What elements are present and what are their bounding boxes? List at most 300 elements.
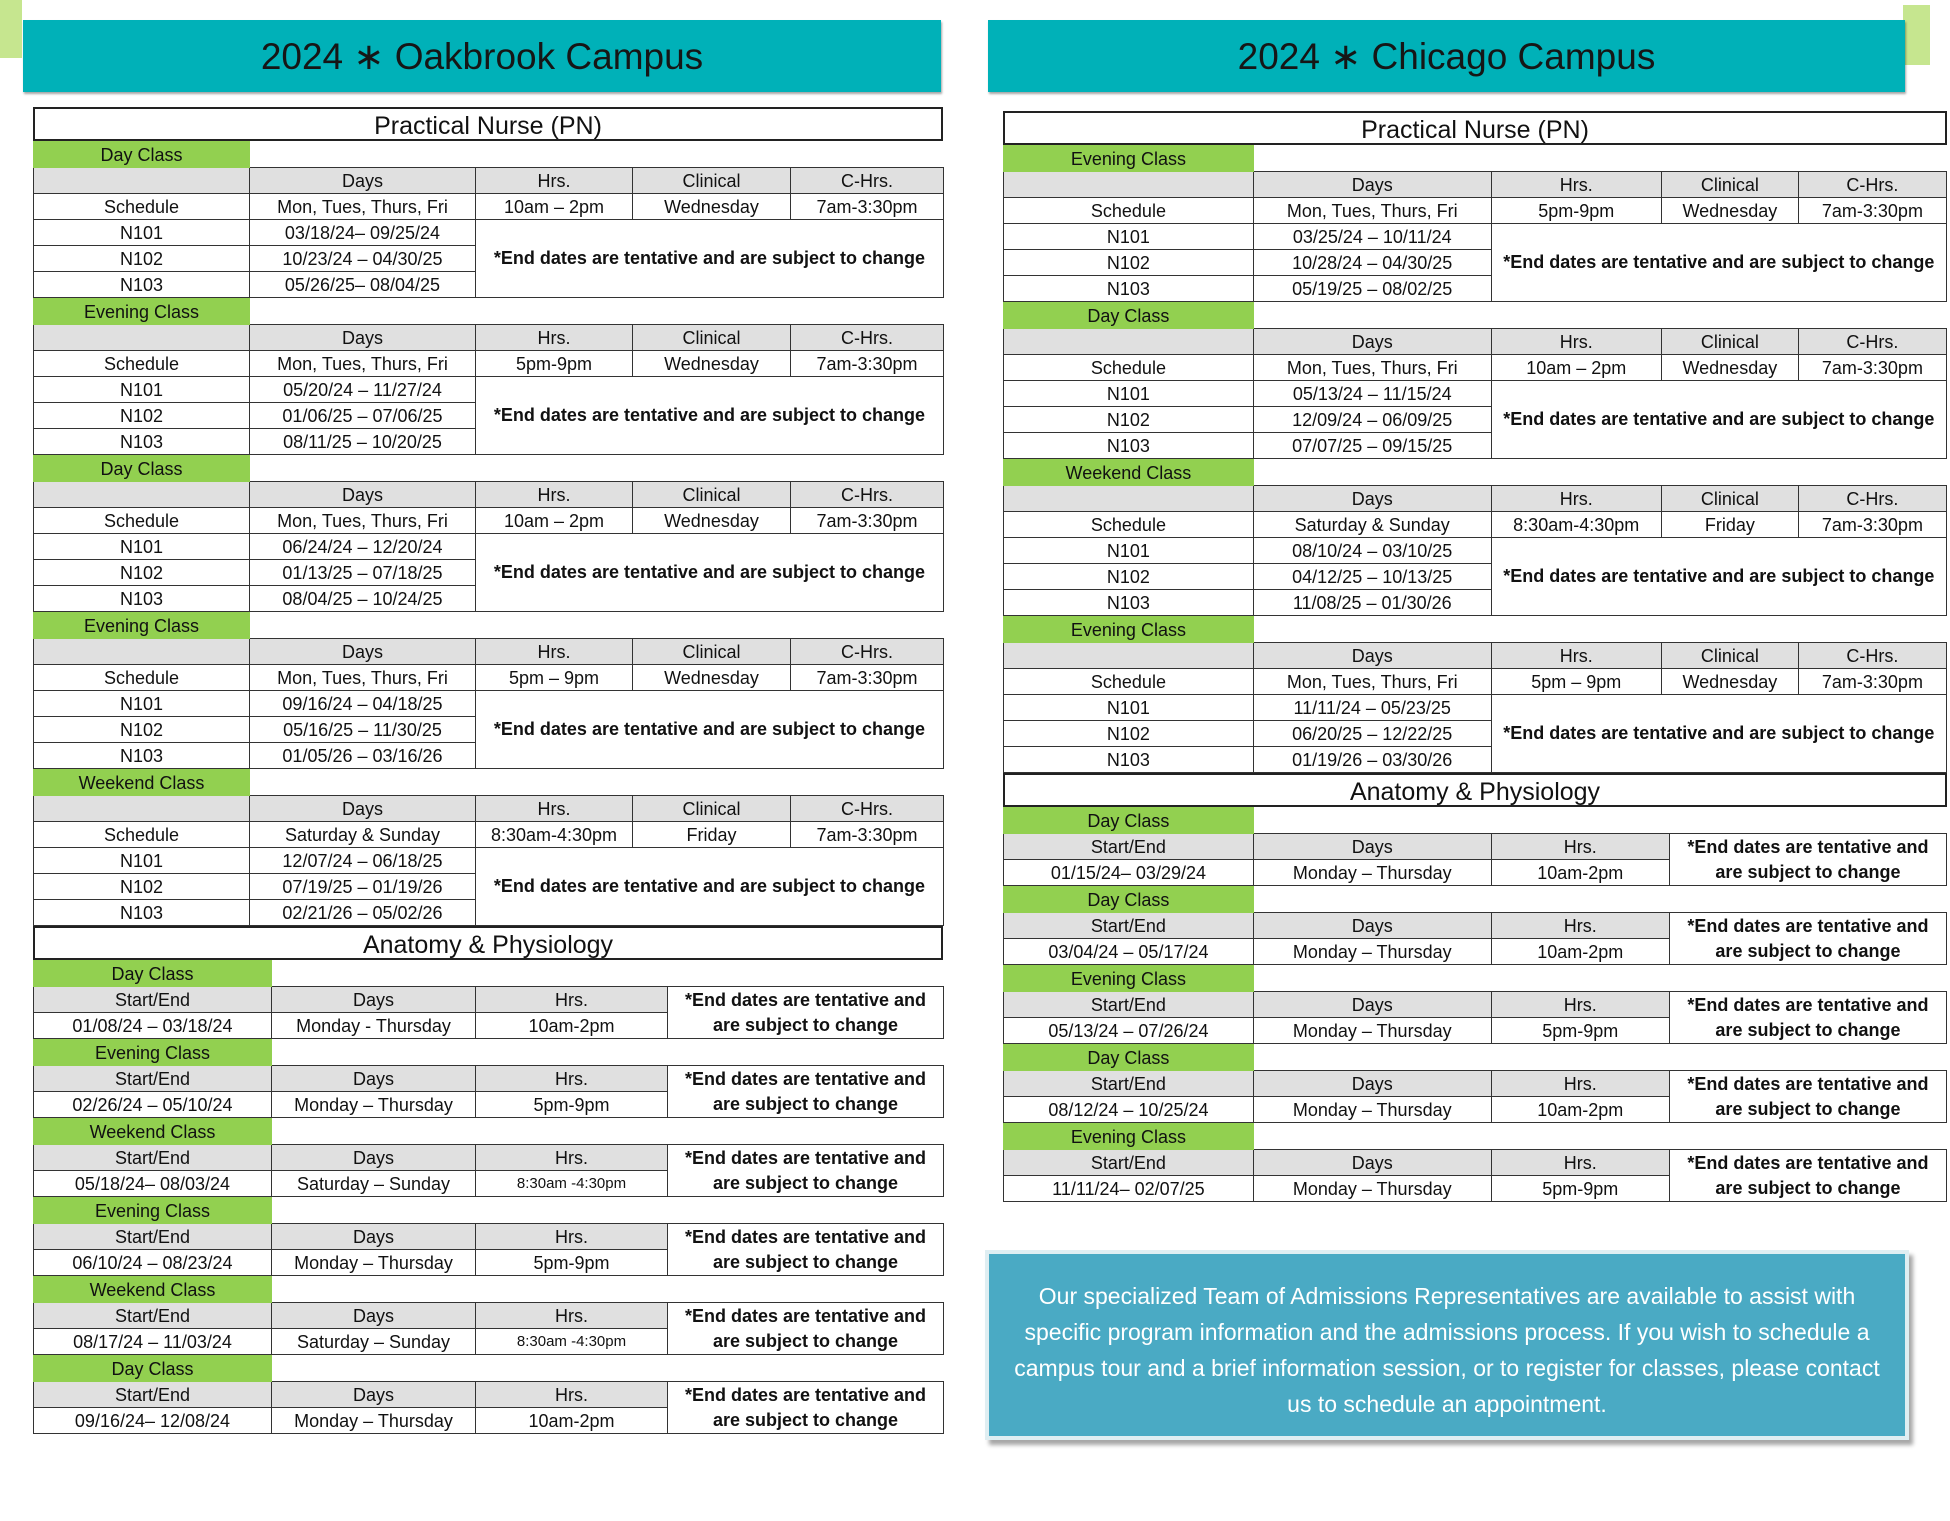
class-type-label: Day Class [34, 456, 250, 482]
hours-header: Hrs. [1491, 913, 1669, 939]
tentative-note-line-1: *End dates are tentative and [1687, 1152, 1929, 1173]
tentative-note [668, 1303, 944, 1355]
tentative-note-line-2: are subject to change [712, 1409, 899, 1430]
start-end-header: Start/End [34, 1066, 272, 1092]
start-end-dates: 09/16/24– 12/08/24 [34, 1408, 272, 1434]
course-n103-dates: 08/04/25 – 10/24/25 [250, 586, 476, 612]
course-n102-dates: 12/09/24 – 06/09/25 [1253, 407, 1491, 433]
schedule-clinical-hours: 7am-3:30pm [791, 822, 944, 848]
class-type-label: Weekend Class [34, 1277, 272, 1303]
oakbrook-banner [23, 20, 941, 92]
spacer [250, 456, 944, 482]
tentative-note-line-2: are subject to change [712, 1093, 899, 1114]
class-type-label: Day Class [34, 142, 250, 168]
pn-schedule-table [1003, 145, 1947, 302]
tentative-note-line-1: *End dates are tentative and [684, 1068, 927, 1089]
tentative-note-line-2: are subject to change [712, 1172, 899, 1193]
clinical-header: Clinical [633, 796, 791, 822]
clinical-hours-header: C-Hrs. [791, 639, 944, 665]
tentative-note [1669, 1071, 1946, 1123]
class-days: Saturday – Sunday [272, 1171, 476, 1197]
course-n103-label: N103 [1004, 276, 1254, 302]
days-header: Days [272, 1066, 476, 1092]
chicago-column [1003, 111, 1947, 1202]
class-days: Saturday – Sunday [272, 1329, 476, 1355]
hours-header: Hrs. [1491, 834, 1669, 860]
course-n102-dates: 04/12/25 – 10/13/25 [1253, 564, 1491, 590]
hours-header: Hrs. [1491, 486, 1661, 512]
class-type-label: Evening Class [34, 1198, 272, 1224]
course-n101-dates: 11/11/24 – 05/23/25 [1253, 695, 1491, 721]
schedule-clinical: Friday [1661, 512, 1798, 538]
tentative-note: *End dates are tentative and are subject to change [1491, 695, 1946, 773]
schedule-clinical: Wednesday [633, 194, 791, 220]
class-hours: 5pm-9pm [1491, 1176, 1669, 1202]
pn-section-title: Practical Nurse (PN) [33, 107, 943, 141]
clinical-hours-header: C-Hrs. [791, 168, 944, 194]
schedule-hours: 8:30am-4:30pm [476, 822, 633, 848]
tentative-note-line-1: *End dates are tentative and [684, 1305, 927, 1326]
class-hours: 5pm-9pm [476, 1250, 668, 1276]
tentative-note-line-2: are subject to change [712, 1330, 899, 1351]
start-end-dates: 02/26/24 – 05/10/24 [34, 1092, 272, 1118]
course-n103-dates: 05/19/25 – 08/02/25 [1253, 276, 1491, 302]
class-days: Monday – Thursday [272, 1092, 476, 1118]
schedule-hours: 5pm – 9pm [1491, 669, 1661, 695]
start-end-header: Start/End [1004, 913, 1254, 939]
admissions-info-text: Our specialized Team of Admissions Representatives are available to assist with specific program information and the admissions process. If you wish to schedule a campus tour and a brief information session, or to register for classes, please contact us to schedule an appointment. [1014, 1283, 1880, 1417]
schedule-days: Mon, Tues, Thurs, Fri [250, 665, 476, 691]
tentative-note: *End dates are tentative and are subject to change [476, 534, 944, 612]
ap-schedule-table [1003, 1044, 1947, 1123]
schedule-label: Schedule [1004, 355, 1254, 381]
course-n102-dates: 01/13/25 – 07/18/25 [250, 560, 476, 586]
start-end-dates: 08/12/24 – 10/25/24 [1004, 1097, 1254, 1123]
schedule-label: Schedule [34, 822, 250, 848]
course-n101-dates: 12/07/24 – 06/18/25 [250, 848, 476, 874]
header-blank [34, 482, 250, 508]
class-type-label: Day Class [1004, 808, 1254, 834]
tentative-note-line-2: are subject to change [1715, 1019, 1901, 1040]
pn-schedule-table [1003, 459, 1947, 616]
course-n103-label: N103 [34, 743, 250, 769]
tentative-note-line-2: are subject to change [712, 1251, 899, 1272]
ap-schedule-table [1003, 807, 1947, 886]
course-n103-dates: 01/05/26 – 03/16/26 [250, 743, 476, 769]
course-n103-dates: 11/08/25 – 01/30/26 [1253, 590, 1491, 616]
days-header: Days [272, 1303, 476, 1329]
schedule-clinical-hours: 7am-3:30pm [791, 351, 944, 377]
spacer [250, 299, 944, 325]
class-hours: 8:30am -4:30pm [476, 1329, 668, 1355]
start-end-header: Start/End [1004, 1071, 1254, 1097]
tentative-note: *End dates are tentative and are subject to change [1491, 224, 1946, 302]
pn-schedule-table [33, 141, 944, 298]
days-header: Days [1253, 643, 1491, 669]
schedule-label: Schedule [1004, 512, 1254, 538]
tentative-note-line-2: are subject to change [1715, 940, 1901, 961]
clinical-hours-header: C-Hrs. [1798, 486, 1946, 512]
header-blank [1004, 486, 1254, 512]
tentative-note-line-1: *End dates are tentative and [684, 1226, 927, 1247]
schedule-clinical-hours: 7am-3:30pm [1798, 355, 1946, 381]
course-n102-label: N102 [34, 246, 250, 272]
class-hours: 10am-2pm [476, 1408, 668, 1434]
corner-decoration-left [0, 0, 22, 58]
schedule-clinical-hours: 7am-3:30pm [1798, 198, 1946, 224]
course-n102-label: N102 [1004, 564, 1254, 590]
ap-schedule-table [33, 1197, 944, 1276]
course-n103-dates: 07/07/25 – 09/15/25 [1253, 433, 1491, 459]
clinical-hours-header: C-Hrs. [1798, 172, 1946, 198]
course-n103-dates: 01/19/26 – 03/30/26 [1253, 747, 1491, 773]
course-n103-dates: 02/21/26 – 05/02/26 [250, 900, 476, 926]
spacer [272, 1198, 944, 1224]
course-n101-dates: 08/10/24 – 03/10/25 [1253, 538, 1491, 564]
schedule-days: Mon, Tues, Thurs, Fri [250, 351, 476, 377]
class-days: Monday - Thursday [272, 1013, 476, 1039]
clinical-hours-header: C-Hrs. [791, 482, 944, 508]
hours-header: Hrs. [476, 168, 633, 194]
spacer [272, 1356, 944, 1382]
course-n103-dates: 05/26/25– 08/04/25 [250, 272, 476, 298]
class-type-label: Evening Class [34, 613, 250, 639]
schedule-label: Schedule [1004, 198, 1254, 224]
class-days: Monday – Thursday [1253, 1018, 1491, 1044]
ap-schedule-table [1003, 886, 1947, 965]
class-type-label: Day Class [1004, 1045, 1254, 1071]
pn-schedule-table [33, 769, 944, 926]
tentative-note-line-1: *End dates are tentative and [684, 989, 927, 1010]
course-n102-dates: 05/16/25 – 11/30/25 [250, 717, 476, 743]
class-type-label: Evening Class [1004, 966, 1254, 992]
class-type-label: Evening Class [34, 299, 250, 325]
tentative-note [668, 1145, 944, 1197]
clinical-hours-header: C-Hrs. [791, 796, 944, 822]
tentative-note: *End dates are tentative and are subject to change [476, 220, 944, 298]
course-n101-label: N101 [34, 534, 250, 560]
course-n102-label: N102 [34, 560, 250, 586]
pn-schedule-table [33, 612, 944, 769]
schedule-hours: 5pm-9pm [476, 351, 633, 377]
class-days: Monday – Thursday [1253, 860, 1491, 886]
class-hours: 8:30am -4:30pm [476, 1171, 668, 1197]
spacer [1253, 1045, 1946, 1071]
class-type-label: Evening Class [1004, 617, 1254, 643]
class-hours: 5pm-9pm [476, 1092, 668, 1118]
class-hours: 10am-2pm [476, 1013, 668, 1039]
schedule-label: Schedule [34, 665, 250, 691]
spacer [1253, 617, 1946, 643]
course-n102-label: N102 [1004, 407, 1254, 433]
course-n103-label: N103 [34, 900, 250, 926]
schedule-days: Mon, Tues, Thurs, Fri [1253, 669, 1491, 695]
start-end-dates: 01/08/24 – 03/18/24 [34, 1013, 272, 1039]
start-end-dates: 01/15/24– 03/29/24 [1004, 860, 1254, 886]
course-n101-dates: 03/18/24– 09/25/24 [250, 220, 476, 246]
schedule-clinical: Wednesday [1661, 355, 1798, 381]
header-blank [34, 168, 250, 194]
class-hours: 10am-2pm [1491, 939, 1669, 965]
class-hours: 10am-2pm [1491, 1097, 1669, 1123]
days-header: Days [250, 325, 476, 351]
start-end-header: Start/End [34, 1303, 272, 1329]
spacer [1253, 966, 1946, 992]
course-n101-label: N101 [1004, 224, 1254, 250]
days-header: Days [272, 987, 476, 1013]
days-header: Days [250, 796, 476, 822]
schedule-label: Schedule [1004, 669, 1254, 695]
course-n101-label: N101 [1004, 381, 1254, 407]
spacer [1253, 808, 1946, 834]
schedule-clinical-hours: 7am-3:30pm [1798, 669, 1946, 695]
tentative-note-line-2: are subject to change [712, 1014, 899, 1035]
course-n102-label: N102 [34, 717, 250, 743]
course-n103-label: N103 [1004, 590, 1254, 616]
course-n102-label: N102 [1004, 721, 1254, 747]
tentative-note-line-2: are subject to change [1715, 861, 1901, 882]
course-n101-dates: 05/20/24 – 11/27/24 [250, 377, 476, 403]
spacer [1253, 146, 1946, 172]
pn-section-title: Practical Nurse (PN) [1003, 111, 1947, 145]
pn-schedule-table [1003, 616, 1947, 773]
days-header: Days [1253, 992, 1491, 1018]
oakbrook-title: 2024 ∗ Oakbrook Campus [260, 35, 704, 77]
schedule-days: Mon, Tues, Thurs, Fri [250, 194, 476, 220]
schedule-clinical-hours: 7am-3:30pm [1798, 512, 1946, 538]
schedule-days: Mon, Tues, Thurs, Fri [1253, 198, 1491, 224]
start-end-header: Start/End [34, 1145, 272, 1171]
schedule-clinical-hours: 7am-3:30pm [791, 508, 944, 534]
course-n101-label: N101 [34, 220, 250, 246]
tentative-note-line-1: *End dates are tentative and [1687, 836, 1929, 857]
schedule-clinical: Friday [633, 822, 791, 848]
course-n102-label: N102 [34, 403, 250, 429]
pn-schedule-table [33, 298, 944, 455]
oakbrook-column [33, 107, 943, 1434]
ap-schedule-table [33, 1355, 944, 1434]
header-blank [34, 325, 250, 351]
tentative-note-line-1: *End dates are tentative and [684, 1147, 927, 1168]
schedule-hours: 8:30am-4:30pm [1491, 512, 1661, 538]
hours-header: Hrs. [476, 639, 633, 665]
course-n103-label: N103 [34, 586, 250, 612]
start-end-header: Start/End [1004, 1150, 1254, 1176]
schedule-clinical: Wednesday [633, 351, 791, 377]
ap-schedule-table [33, 1276, 944, 1355]
tentative-note: *End dates are tentative and are subject to change [476, 848, 944, 926]
class-type-label: Weekend Class [1004, 460, 1254, 486]
course-n102-dates: 10/28/24 – 04/30/25 [1253, 250, 1491, 276]
spacer [250, 613, 944, 639]
corner-decoration-right [1903, 5, 1930, 65]
spacer [272, 961, 944, 987]
hours-header: Hrs. [1491, 992, 1669, 1018]
ap-schedule-table [33, 1118, 944, 1197]
class-days: Monday – Thursday [1253, 939, 1491, 965]
tentative-note [1669, 913, 1946, 965]
course-n101-label: N101 [34, 691, 250, 717]
schedule-hours: 10am – 2pm [476, 194, 633, 220]
header-blank [1004, 643, 1254, 669]
ap-schedule-table [1003, 1123, 1947, 1202]
clinical-header: Clinical [1661, 172, 1798, 198]
tentative-note-line-1: *End dates are tentative and [684, 1384, 927, 1405]
ap-schedule-table [33, 1039, 944, 1118]
clinical-header: Clinical [1661, 329, 1798, 355]
schedule-days: Mon, Tues, Thurs, Fri [1253, 355, 1491, 381]
days-header: Days [272, 1224, 476, 1250]
tentative-note [668, 1066, 944, 1118]
spacer [250, 142, 944, 168]
course-n102-dates: 10/23/24 – 04/30/25 [250, 246, 476, 272]
start-end-header: Start/End [34, 1382, 272, 1408]
schedule-clinical: Wednesday [1661, 198, 1798, 224]
clinical-header: Clinical [633, 482, 791, 508]
hours-header: Hrs. [476, 325, 633, 351]
tentative-note [1669, 834, 1946, 886]
tentative-note-line-1: *End dates are tentative and [1687, 915, 1929, 936]
schedule-label: Schedule [34, 508, 250, 534]
clinical-hours-header: C-Hrs. [1798, 329, 1946, 355]
course-n102-dates: 06/20/25 – 12/22/25 [1253, 721, 1491, 747]
start-end-header: Start/End [34, 1224, 272, 1250]
ap-schedule-table [33, 960, 944, 1039]
pn-schedule-table [33, 455, 944, 612]
spacer [1253, 460, 1946, 486]
tentative-note: *End dates are tentative and are subject to change [476, 691, 944, 769]
schedule-days: Saturday & Sunday [1253, 512, 1491, 538]
class-days: Monday – Thursday [272, 1250, 476, 1276]
header-blank [1004, 329, 1254, 355]
spacer [1253, 1124, 1946, 1150]
class-hours: 5pm-9pm [1491, 1018, 1669, 1044]
hours-header: Hrs. [1491, 1071, 1669, 1097]
hours-header: Hrs. [1491, 329, 1661, 355]
schedule-days: Mon, Tues, Thurs, Fri [250, 508, 476, 534]
schedule-label: Schedule [34, 351, 250, 377]
hours-header: Hrs. [1491, 643, 1661, 669]
days-header: Days [1253, 1150, 1491, 1176]
header-blank [34, 796, 250, 822]
pn-schedule-table [1003, 302, 1947, 459]
chicago-banner [988, 20, 1905, 92]
days-header: Days [1253, 172, 1491, 198]
hours-header: Hrs. [476, 1382, 668, 1408]
spacer [1253, 303, 1946, 329]
course-n101-label: N101 [1004, 695, 1254, 721]
start-end-dates: 05/13/24 – 07/26/24 [1004, 1018, 1254, 1044]
hours-header: Hrs. [476, 1145, 668, 1171]
clinical-header: Clinical [633, 639, 791, 665]
schedule-label: Schedule [34, 194, 250, 220]
days-header: Days [250, 168, 476, 194]
schedule-clinical-hours: 7am-3:30pm [791, 194, 944, 220]
schedule-clinical: Wednesday [633, 665, 791, 691]
course-n103-label: N103 [34, 429, 250, 455]
start-end-header: Start/End [1004, 992, 1254, 1018]
hours-header: Hrs. [476, 987, 668, 1013]
course-n101-dates: 09/16/24 – 04/18/25 [250, 691, 476, 717]
course-n101-label: N101 [34, 848, 250, 874]
spacer [272, 1119, 944, 1145]
days-header: Days [1253, 329, 1491, 355]
tentative-note [1669, 1150, 1946, 1202]
course-n102-dates: 07/19/25 – 01/19/26 [250, 874, 476, 900]
tentative-note: *End dates are tentative and are subject to change [1491, 381, 1946, 459]
days-header: Days [1253, 913, 1491, 939]
class-days: Monday – Thursday [1253, 1176, 1491, 1202]
course-n101-dates: 03/25/24 – 10/11/24 [1253, 224, 1491, 250]
course-n101-dates: 06/24/24 – 12/20/24 [250, 534, 476, 560]
schedule-clinical: Wednesday [1661, 669, 1798, 695]
spacer [1253, 887, 1946, 913]
hours-header: Hrs. [476, 1224, 668, 1250]
class-type-label: Weekend Class [34, 1119, 272, 1145]
tentative-note-line-2: are subject to change [1715, 1177, 1901, 1198]
days-header: Days [1253, 1071, 1491, 1097]
course-n101-label: N101 [34, 377, 250, 403]
hours-header: Hrs. [476, 1303, 668, 1329]
start-end-dates: 11/11/24– 02/07/25 [1004, 1176, 1254, 1202]
class-hours: 10am-2pm [1491, 860, 1669, 886]
start-end-dates: 05/18/24– 08/03/24 [34, 1171, 272, 1197]
schedule-clinical-hours: 7am-3:30pm [791, 665, 944, 691]
tentative-note [668, 1224, 944, 1276]
schedule-hours: 5pm – 9pm [476, 665, 633, 691]
clinical-header: Clinical [633, 325, 791, 351]
tentative-note: *End dates are tentative and are subject to change [1491, 538, 1946, 616]
course-n103-label: N103 [1004, 747, 1254, 773]
tentative-note [1669, 992, 1946, 1044]
tentative-note-line-1: *End dates are tentative and [1687, 1073, 1929, 1094]
hours-header: Hrs. [1491, 172, 1661, 198]
schedule-hours: 5pm-9pm [1491, 198, 1661, 224]
class-days: Monday – Thursday [1253, 1097, 1491, 1123]
class-type-label: Evening Class [1004, 1124, 1254, 1150]
course-n102-label: N102 [1004, 250, 1254, 276]
days-header: Days [1253, 486, 1491, 512]
schedule-days: Saturday & Sunday [250, 822, 476, 848]
course-n103-label: N103 [1004, 433, 1254, 459]
start-end-header: Start/End [1004, 834, 1254, 860]
hours-header: Hrs. [476, 796, 633, 822]
spacer [250, 770, 944, 796]
hours-header: Hrs. [476, 1066, 668, 1092]
class-days: Monday – Thursday [272, 1408, 476, 1434]
schedule-hours: 10am – 2pm [476, 508, 633, 534]
ap-section-title: Anatomy & Physiology [33, 926, 943, 960]
hours-header: Hrs. [476, 482, 633, 508]
days-header: Days [1253, 834, 1491, 860]
tentative-note-line-1: *End dates are tentative and [1687, 994, 1929, 1015]
start-end-dates: 08/17/24 – 11/03/24 [34, 1329, 272, 1355]
tentative-note: *End dates are tentative and are subject to change [476, 377, 944, 455]
start-end-dates: 03/04/24 – 05/17/24 [1004, 939, 1254, 965]
spacer [272, 1040, 944, 1066]
class-type-label: Day Class [34, 1356, 272, 1382]
schedule-clinical: Wednesday [633, 508, 791, 534]
admissions-info-box [985, 1250, 1909, 1440]
course-n101-label: N101 [1004, 538, 1254, 564]
days-header: Days [250, 482, 476, 508]
tentative-note [668, 987, 944, 1039]
class-type-label: Day Class [34, 961, 272, 987]
course-n101-dates: 05/13/24 – 11/15/24 [1253, 381, 1491, 407]
days-header: Days [272, 1382, 476, 1408]
clinical-header: Clinical [633, 168, 791, 194]
clinical-hours-header: C-Hrs. [1798, 643, 1946, 669]
